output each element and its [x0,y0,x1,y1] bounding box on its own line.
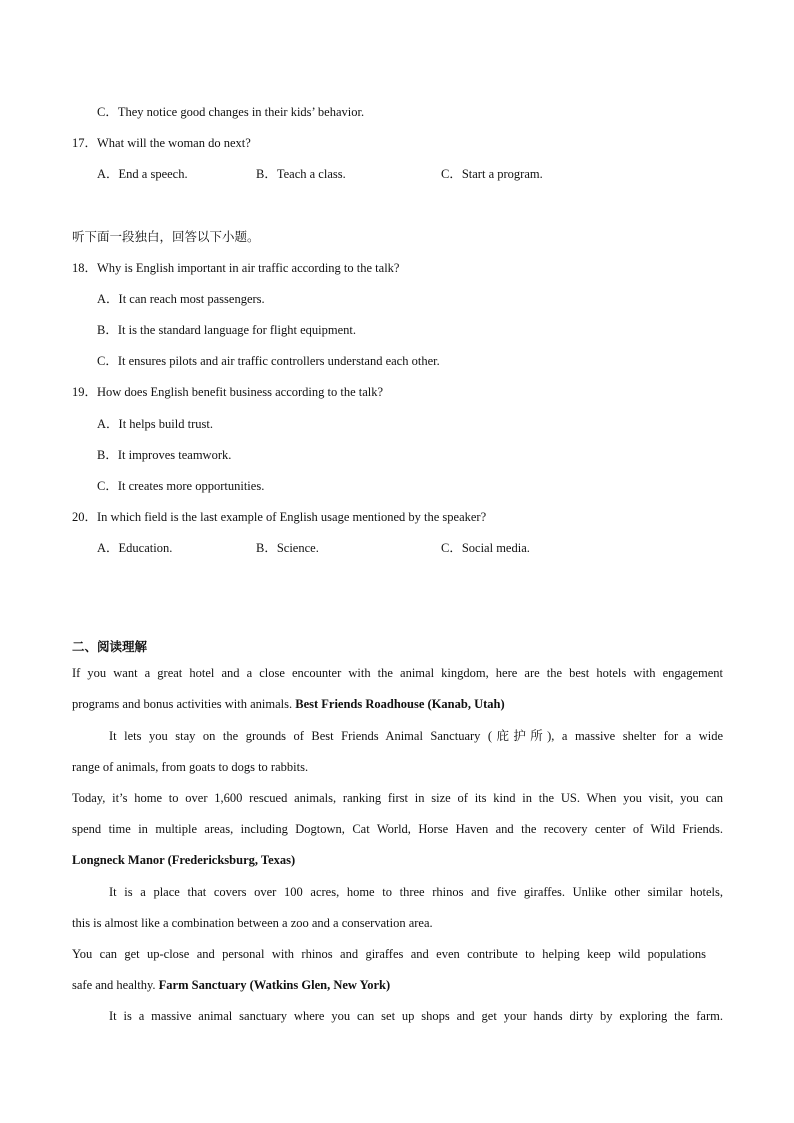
intro-line-1: If you want a great hotel and a close encounter with the animal kingdom, here are the best hotels with engagement [72,666,723,680]
q19-question: 19．How does English benefit business according to the talk? [72,385,384,399]
q17-option-a: A．End a speech. [97,167,188,181]
section-title-reading: 二、阅读理解 [72,639,148,654]
hotel3-p1-line-1: It is a massive animal sanctuary where you can set up shops and get your hands dirty by exploring the farm. [109,1009,723,1023]
q16-option-c: C．They notice good changes in their kids’ behavior. [97,105,365,119]
q19-option-c: C．It creates more opportunities. [97,479,265,493]
monologue-instruction: 听下面一段独白，回答以下小题。 [72,229,260,244]
hotel2-p1-line-1: It is a place that covers over 100 acres, home to three rhinos and five giraffes. Unlike other similar hotels, [109,885,723,899]
hotel2-p2-line-1: You can get up-close and personal with rhinos and giraffes and even contribute to helping keep wild populations [72,947,706,961]
intro-line-2 [72,696,505,712]
q17-option-c: C．Start a program. [441,167,543,181]
intro-text: programs and bonus activities with animals. [72,697,293,711]
hotel2-title: Longneck Manor (Fredericksburg, Texas) [72,853,296,867]
hotel1-p2-line-1: Today, it’s home to over 1,600 rescued animals, ranking first in size of its kind in the US. When you visit, you can [72,791,723,805]
q18-option-b: B．It is the standard language for flight equipment. [97,323,356,337]
hotel1-p1-line-2: range of animals, from goats to dogs to rabbits. [72,760,309,774]
q18-question: 18．Why is English important in air traffic according to the talk? [72,261,400,275]
hotel1-p1-line-1: It lets you stay on the grounds of Best Friends Animal Sanctuary (庇护所), a massive shelter for a wide [109,729,723,743]
q18-option-c: C．It ensures pilots and air traffic controllers understand each other. [97,354,440,368]
hotel1-p2-line-2: spend time in multiple areas, including Dogtown, Cat World, Horse Haven and the recovery center of Wild Friends. [72,822,723,836]
q19-option-b: B．It improves teamwork. [97,448,232,462]
q20-option-c: C．Social media. [441,541,530,555]
q19-option-a: A．It helps build trust. [97,417,213,431]
hotel3-title: Farm Sanctuary (Watkins Glen, New York) [158,978,391,992]
hotel1-title: Best Friends Roadhouse (Kanab, Utah) [295,697,505,711]
q18-option-a: A．It can reach most passengers. [97,292,265,306]
hotel2-p1-line-2: this is almost like a combination between a zoo and a conservation area. [72,916,433,930]
hotel2-p2-text: safe and healthy. [72,978,156,992]
q20-option-a: A．Education. [97,541,173,555]
hotel2-p2-line-2 [72,977,390,993]
q17-question: 17．What will the woman do next? [72,136,251,150]
q20-question: 20．In which field is the last example of English usage mentioned by the speaker? [72,510,487,524]
q20-option-b: B．Science. [256,541,319,555]
q17-option-b: B．Teach a class. [256,167,346,181]
